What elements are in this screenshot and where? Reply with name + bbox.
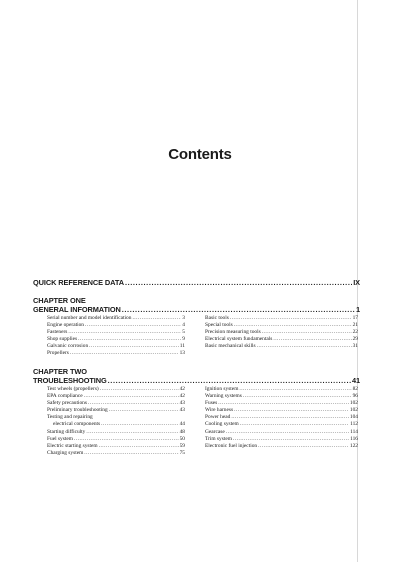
toc-entry[interactable]: Electric starting system ..... 59 bbox=[47, 443, 185, 450]
toc-entry[interactable]: Serial number and model identification ..... 3 bbox=[47, 315, 185, 322]
chapter-two-left-column bbox=[47, 386, 185, 457]
leader-dots bbox=[125, 278, 352, 287]
quick-reference-page: IX bbox=[353, 278, 360, 287]
toc-entry[interactable]: Basic tools ..... 17 bbox=[205, 315, 358, 322]
toc-entry[interactable]: Precision measuring tools ..... 22 bbox=[205, 329, 358, 336]
chapter-one-page: 1 bbox=[355, 305, 360, 314]
toc-entry[interactable]: Wire harness ..... 102 bbox=[205, 407, 358, 414]
toc-entry[interactable]: Gearcase ..... 114 bbox=[205, 429, 358, 436]
leader-dots bbox=[122, 305, 355, 314]
leader-dots bbox=[108, 376, 351, 385]
toc-entry[interactable]: Cooling system ..... 112 bbox=[205, 421, 358, 428]
toc-entry[interactable]: Engine operation ..... 4 bbox=[47, 322, 185, 329]
toc-entry[interactable]: electrical components ..... 44 bbox=[47, 421, 185, 428]
toc-general-information[interactable] bbox=[33, 305, 360, 314]
toc-entry[interactable]: EPA compliance ..... 42 bbox=[47, 393, 185, 400]
chapter-one-heading: GENERAL INFORMATION bbox=[33, 305, 121, 314]
toc-entry[interactable]: Charging system ..... 75 bbox=[47, 450, 185, 457]
chapter-one-left-column bbox=[47, 315, 185, 358]
chapter-two-label: CHAPTER TWO bbox=[33, 367, 87, 376]
toc-entry[interactable]: Electrical system fundamentals ..... 29 bbox=[205, 336, 358, 343]
toc-entry[interactable]: Power head ..... 104 bbox=[205, 414, 358, 421]
chapter-one-label: CHAPTER ONE bbox=[33, 296, 86, 305]
toc-entry[interactable]: Special tools ..... 21 bbox=[205, 322, 358, 329]
toc-entry[interactable]: Safety precautions ..... 43 bbox=[47, 400, 185, 407]
chapter-two-right-column bbox=[205, 386, 358, 450]
toc-entry[interactable]: Preliminary troubleshooting ..... 43 bbox=[47, 407, 185, 414]
toc-entry[interactable]: Trim system ..... 116 bbox=[205, 436, 358, 443]
toc-entry[interactable]: Propellers ..... 13 bbox=[47, 350, 185, 357]
toc-troubleshooting[interactable] bbox=[33, 376, 360, 385]
toc-entry[interactable]: Electronic fuel injection ..... 122 bbox=[205, 443, 358, 450]
toc-entry[interactable]: Fuel system ..... 50 bbox=[47, 436, 185, 443]
chapter-two-page: 41 bbox=[351, 376, 360, 385]
toc-entry[interactable]: Warning systems ..... 96 bbox=[205, 393, 358, 400]
toc-entry[interactable]: Fasteners ..... 5 bbox=[47, 329, 185, 336]
quick-reference-label: QUICK REFERENCE DATA bbox=[33, 278, 124, 287]
toc-entry[interactable]: Test wheels (propellers) ..... 42 bbox=[47, 386, 185, 393]
toc-entry[interactable]: Fuses ..... 102 bbox=[205, 400, 358, 407]
page-title: Contents bbox=[168, 146, 232, 163]
toc-entry[interactable]: Ignition system ..... 82 bbox=[205, 386, 358, 393]
toc-entry[interactable]: Shop supplies ..... 9 bbox=[47, 336, 185, 343]
toc-quick-reference[interactable] bbox=[33, 278, 360, 287]
toc-entry[interactable]: Galvanic corrosion ..... 11 bbox=[47, 343, 185, 350]
toc-entry[interactable]: Testing and repairing bbox=[47, 414, 93, 421]
toc-entry[interactable]: Starting difficulty ..... 48 bbox=[47, 429, 185, 436]
chapter-one-right-column bbox=[205, 315, 358, 350]
chapter-two-heading: TROUBLESHOOTING bbox=[33, 376, 107, 385]
toc-entry[interactable]: Basic mechanical skills ..... 31 bbox=[205, 343, 358, 350]
